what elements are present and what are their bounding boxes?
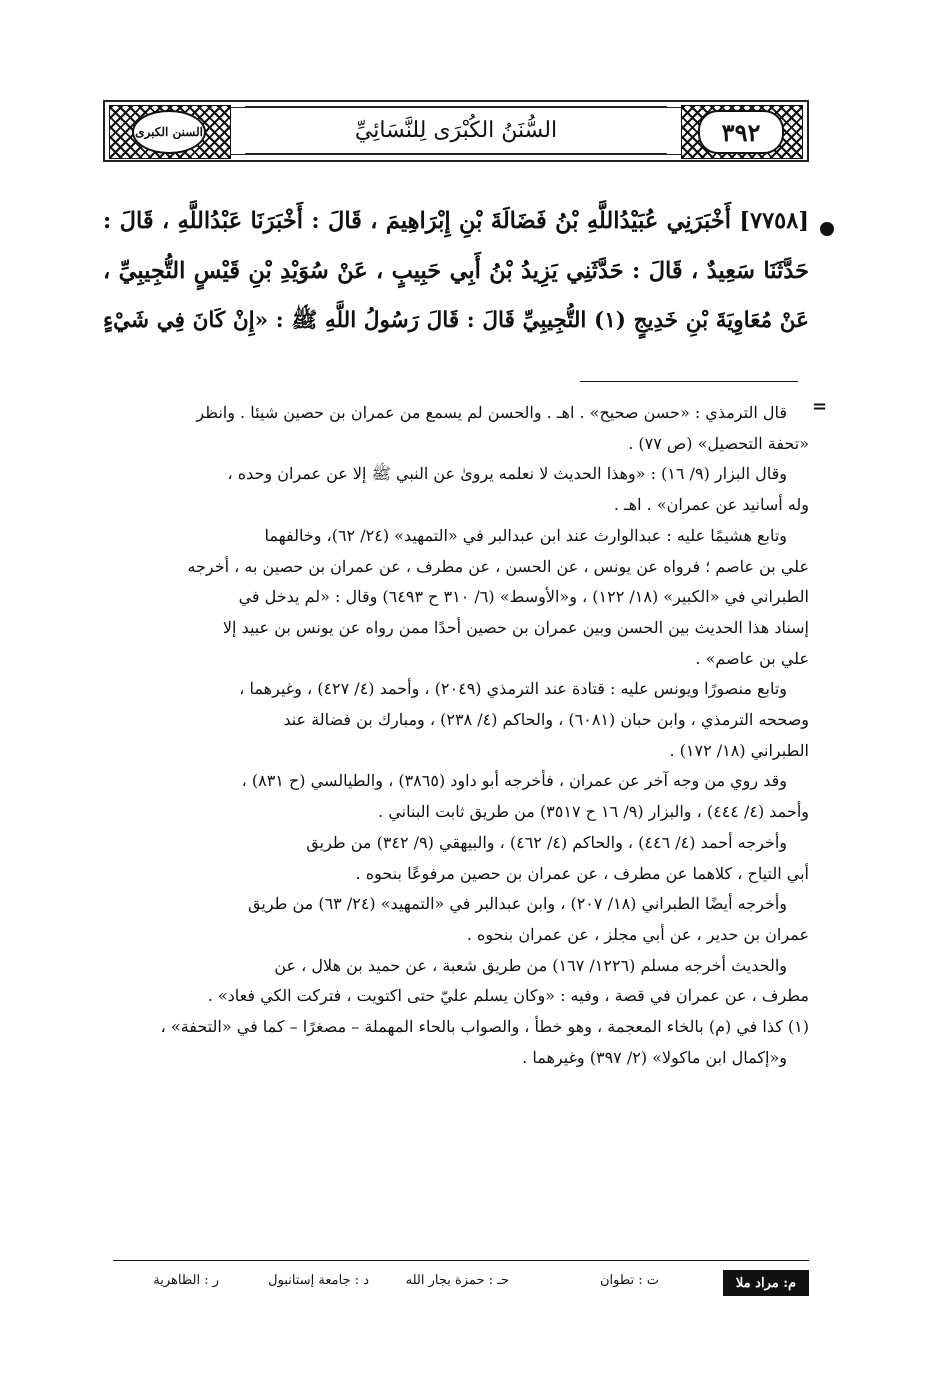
- footnote-line: علي بن عاصم» .: [695, 648, 809, 668]
- hadith-line: حَدَّثَنَا سَعِيدٌ ، قَالَ : حَدَّثَنِي يَزِيدُ بْنُ أَبِي حَبِيبٍ ، عَنْ سُوَيْدِ بْنِ قَيْسٍ التُّجِيبِيِّ ،: [103, 258, 809, 284]
- footnote-line: وصححه الترمذي ، وابن حبان (٦٠٨١) ، والحاكم (٤/ ٢٣٨) ، ومبارك بن فضالة عند: [283, 710, 809, 730]
- footnote-line: والحديث أخرجه مسلم (١٢٢٦/ ١٦٧) من طريق شعبة ، عن حميد بن هلال ، عن: [274, 955, 787, 975]
- hadith-line: [٧٧٥٨] أَخْبَرَنِي عُبَيْدُاللَّهِ بْنُ فَضَالَةَ بْنِ إِبْرَاهِيمَ ، قَالَ : أَخْبَرَنَا عَبْدُاللَّهِ ، قَالَ :: [103, 208, 809, 234]
- siglum-r: ر : الظاهرية: [153, 1273, 219, 1288]
- footnote-line: الطبراني (١٨/ ١٧٢) .: [669, 740, 809, 760]
- header-ornament-right: [681, 105, 803, 159]
- siglum-d: د : جامعة إستانبول: [268, 1273, 369, 1288]
- footnote-line: مطرف ، عن عمران في قصة ، وفيه : «وكان يسلم عليّ حتى اكتويت ، فتركت الكي فعاد» .: [207, 986, 809, 1006]
- footnote-line: علي بن عاصم ؛ فرواه عن يونس ، عن الحسن ، عن مطرف ، عن عمران بن حصين به ، أخرجه: [187, 556, 809, 576]
- book-seal-logo: السنن الكبرى: [132, 110, 206, 154]
- manuscript-sigla-bar: [113, 1268, 809, 1298]
- footnote-line: وقال البزار (٩/ ١٦) : «وهذا الحديث لا نعلمه يروىٰ عن النبي ﷺ إلا عن عمران وحده ،: [227, 464, 787, 484]
- footnote-line: إسناد هذا الحديث بين الحسن وبين عمران بن حصين أحدًا ممن رواه عن يونس بن عبيد إلا: [222, 617, 809, 637]
- footnote-separator: [580, 381, 798, 382]
- footnote-paragraph: [113, 521, 809, 675]
- footnote-line: وأحمد (٤/ ٤٤٤) ، والبزار (٩/ ١٦ ح ٣٥١٧) من طريق ثابت البناني .: [378, 802, 809, 822]
- footnote-line: وتابع منصورًا ويونس عليه : قتادة عند الترمذي (٢٠٤٩) ، وأحمد (٤/ ٤٢٧) ، وغيرهما ،: [239, 679, 787, 699]
- footnote-paragraph: [113, 951, 809, 1012]
- siglum-t: ت : تطوان: [599, 1273, 659, 1288]
- page-header-banner: [103, 100, 809, 162]
- footnote-line: وقد روي من وجه آخر عن عمران ، فأخرجه أبو داود (٣٨٦٥) ، والطيالسي (ح ٨٣١) ،: [241, 771, 787, 791]
- footnote-paragraph: [113, 889, 809, 950]
- footnote-line: أبي التياح ، كلاهما عن مطرف ، عن عمران بن حصين مرفوعًا بنحوه .: [355, 863, 809, 883]
- footnote-line: (١) كذا في (م) بالخاء المعجمة ، وهو خطأ ، والصواب بالحاء المهملة – مصغرًا – كما في «التحفة» ،: [160, 1017, 809, 1037]
- header-ornament-left: [109, 105, 231, 159]
- footer-separator: [113, 1260, 809, 1261]
- footnote-line: عمران بن حدير ، عن أبي مجلز ، عن عمران بنحوه .: [466, 924, 809, 944]
- book-title: السُّنَنُ الكُبْرَى لِلنَّسَائِيِّ: [245, 106, 667, 154]
- hadith-line: عَنْ مُعَاوِيَةَ بْنِ خَدِيجٍ (١) التُّجِيبِيِّ قَالَ : قَالَ رَسُولُ اللَّهِ ﷺ : «إِنْ كَانَ فِي شَيْءٍ: [103, 308, 809, 333]
- siglum-badge: م: مراد ملا: [723, 1270, 809, 1296]
- hadith-main-text: [103, 196, 809, 346]
- footnote-line: وتابع هشيمًا عليه : عبدالوارث عند ابن عبدالبر في «التمهيد» (٢٤/ ٦٢)، وخالفهما: [264, 525, 787, 545]
- footnote-paragraph: [113, 674, 809, 766]
- footnote-paragraph: [113, 828, 809, 889]
- siglum-h: حـ : حمزة بجار الله: [405, 1273, 509, 1288]
- continuation-mark: =: [812, 396, 828, 417]
- footnote-line: و«إكمال ابن ماكولا» (٢/ ٣٩٧) وغيرهما .: [522, 1047, 787, 1067]
- footnote-line: قال الترمذي : «حسن صحيح» . اهـ . والحسن لم يسمع من عمران بن حصين شيئا . وانظر: [196, 403, 787, 422]
- hadith-bullet-icon: [820, 222, 834, 236]
- footnote-paragraph: [113, 459, 809, 520]
- footnote-line: وأخرجه أحمد (٤/ ٤٤٦) ، والحاكم (٤/ ٤٦٢) ، والبيهقي (٩/ ٣٤٢) من طريق: [306, 832, 787, 852]
- footnotes-section: [113, 398, 809, 1073]
- footnote-line: الطبراني في «الكبير» (١٨/ ١٢٢) ، و«الأوسط» (٦/ ٣١٠ ح ٦٤٩٣) وقال : «لم يدخل في: [238, 587, 809, 607]
- footnote-line: وأخرجه أيضًا الطبراني (١٨/ ٢٠٧) ، وابن عبدالبر في «التمهيد» (٢٤/ ٦٣) من طريق: [248, 894, 787, 914]
- page-number: ٣٩٢: [698, 110, 784, 154]
- footnote-paragraph: [113, 398, 809, 459]
- footnote-line: وله أسانيد عن عمران» . اهـ .: [613, 495, 809, 515]
- footnote-paragraph: [113, 766, 809, 827]
- footnote-numbered: [113, 1012, 809, 1073]
- footnote-line: «تحفة التحصيل» (ص ٧٧) .: [628, 433, 809, 453]
